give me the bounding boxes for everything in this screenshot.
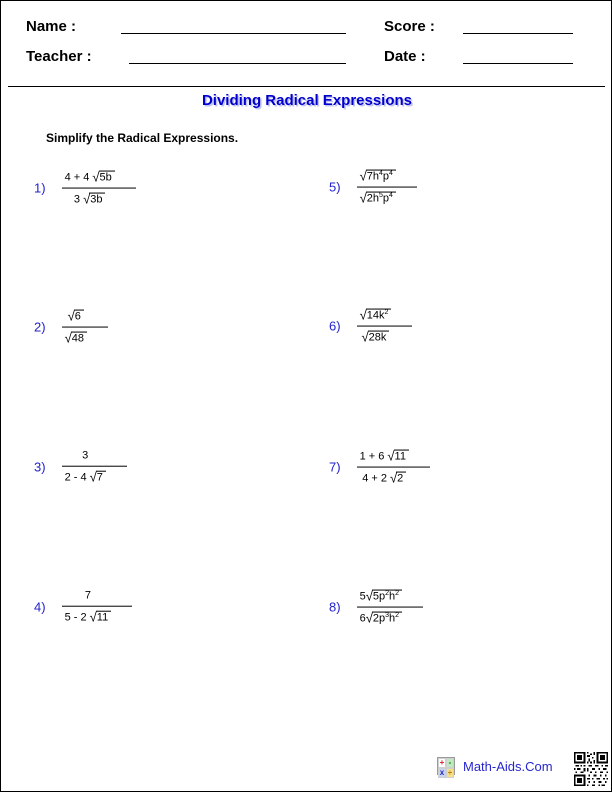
problem-6 xyxy=(329,308,394,345)
radical xyxy=(90,611,112,623)
fraction xyxy=(62,170,118,207)
problem-number: 2) xyxy=(34,319,46,335)
expression-text: 4 + 4 xyxy=(64,171,93,184)
exponent: 4 xyxy=(388,169,393,177)
sqrt-symbol: √ xyxy=(67,308,75,324)
sqrt-symbol: √ xyxy=(359,190,367,206)
sqrt-symbol: √ xyxy=(92,169,100,185)
times-icon: x xyxy=(439,768,445,777)
exponent: 2 xyxy=(384,308,389,316)
worksheet-title: Dividing Radical Expressions xyxy=(201,92,413,109)
sqrt-symbol: √ xyxy=(89,609,97,625)
header-divider xyxy=(8,86,605,87)
exponent: 2 xyxy=(385,589,389,597)
denominator xyxy=(357,327,395,345)
denominator xyxy=(62,189,118,207)
brand-name: Math-Aids.Com xyxy=(463,758,553,774)
radicand: 6 xyxy=(74,310,84,323)
fraction xyxy=(357,308,395,345)
radicand: 11 xyxy=(96,610,111,623)
expression-text: 7 xyxy=(84,589,91,602)
expression-text: 3 xyxy=(73,193,84,206)
sqrt-symbol: √ xyxy=(83,191,91,207)
numerator xyxy=(357,589,405,607)
sqrt-symbol: √ xyxy=(390,470,398,486)
problem-number: 7) xyxy=(329,459,341,475)
radical xyxy=(92,169,114,185)
divide-icon: ÷ xyxy=(447,768,453,777)
denominator xyxy=(357,468,412,486)
radicand: 2 xyxy=(396,472,406,485)
sqrt-symbol: √ xyxy=(365,610,373,626)
problem-number: 4) xyxy=(34,599,46,615)
qr-code xyxy=(574,752,608,786)
denominator xyxy=(357,608,405,626)
expression-text: 1 + 6 xyxy=(359,450,388,463)
expression-text: 2 - 4 xyxy=(64,471,90,484)
radical xyxy=(361,329,390,345)
denominator xyxy=(62,466,109,484)
radical xyxy=(387,448,409,464)
problem-3 xyxy=(34,450,109,485)
exponent: 2 xyxy=(395,589,400,597)
denominator xyxy=(357,188,399,206)
expression-text: 5 - 2 xyxy=(64,611,90,624)
problem-number: 5) xyxy=(329,179,341,195)
sqrt-symbol: √ xyxy=(365,588,373,604)
radicand: $5p^2h^2$ xyxy=(372,590,402,603)
radicand: 11 xyxy=(394,450,409,463)
radical xyxy=(359,307,392,323)
problem-4 xyxy=(34,590,114,625)
sqrt-symbol: √ xyxy=(64,330,72,346)
fraction xyxy=(357,589,405,626)
exponent: 4 xyxy=(388,191,393,199)
exponent: 3 xyxy=(385,611,389,619)
numerator xyxy=(62,170,118,188)
radical xyxy=(359,168,396,184)
footer-brand xyxy=(437,757,553,775)
radical xyxy=(83,191,105,207)
fraction xyxy=(62,450,109,485)
math-aids-logo-icon xyxy=(437,757,455,775)
teacher-label: Teacher : xyxy=(26,48,92,65)
sqrt-symbol: √ xyxy=(387,448,395,464)
expression-text: 4 + 2 xyxy=(362,472,391,485)
expression-text: 3 xyxy=(82,449,89,462)
sqrt-symbol: √ xyxy=(359,168,367,184)
name-blank-line xyxy=(121,33,346,34)
expression-text: 6 xyxy=(359,612,366,625)
radical xyxy=(390,470,406,486)
name-label: Name : xyxy=(26,18,77,35)
numerator xyxy=(357,449,412,467)
exponent: 2 xyxy=(395,611,400,619)
radical xyxy=(90,471,106,483)
exponent: 4 xyxy=(378,169,383,177)
problem-number: 3) xyxy=(34,459,46,475)
expression-text: 5 xyxy=(359,590,366,603)
minus-icon: - xyxy=(446,758,454,768)
score-blank-line xyxy=(463,33,573,34)
teacher-blank-line xyxy=(129,63,346,64)
radical xyxy=(365,588,402,604)
radicand: $2h^5p^4$ xyxy=(366,192,396,205)
radicand: $2p^3h^2$ xyxy=(372,612,402,625)
problem-number: 8) xyxy=(329,599,341,615)
radical xyxy=(67,308,84,324)
numerator xyxy=(357,308,395,326)
radical xyxy=(359,190,396,206)
radicand: $7h^4p^4$ xyxy=(366,170,396,183)
date-label: Date : xyxy=(384,48,426,65)
radicand: 3b xyxy=(89,193,105,206)
fraction xyxy=(357,449,412,486)
problem-2 xyxy=(34,309,90,346)
score-label: Score : xyxy=(384,18,435,35)
problem-7 xyxy=(329,449,412,486)
problem-number: 1) xyxy=(34,180,46,196)
radical xyxy=(365,610,402,626)
instruction-text: Simplify the Radical Expressions. xyxy=(46,131,239,145)
problem-number: 6) xyxy=(329,318,341,334)
sqrt-symbol: √ xyxy=(89,469,97,485)
radicand: 48 xyxy=(71,332,87,345)
sqrt-symbol: √ xyxy=(361,329,369,345)
problem-5 xyxy=(329,169,399,206)
denominator xyxy=(62,606,115,624)
fraction xyxy=(357,169,399,206)
date-blank-line xyxy=(463,63,573,64)
denominator xyxy=(62,328,90,346)
numerator xyxy=(62,450,109,466)
numerator xyxy=(357,169,399,187)
radical xyxy=(64,330,87,346)
numerator xyxy=(62,309,90,327)
radicand: $14k^2$ xyxy=(366,309,392,322)
sqrt-symbol: √ xyxy=(359,307,367,323)
problem-8 xyxy=(329,589,405,626)
radicand: 7 xyxy=(96,470,106,483)
plus-icon: + xyxy=(439,758,445,767)
numerator xyxy=(62,590,115,606)
fraction xyxy=(62,309,90,346)
radicand: 28k xyxy=(368,331,390,344)
radicand: 5b xyxy=(99,171,115,184)
fraction xyxy=(62,590,115,625)
exponent: 5 xyxy=(378,191,383,199)
problem-1 xyxy=(34,170,118,207)
